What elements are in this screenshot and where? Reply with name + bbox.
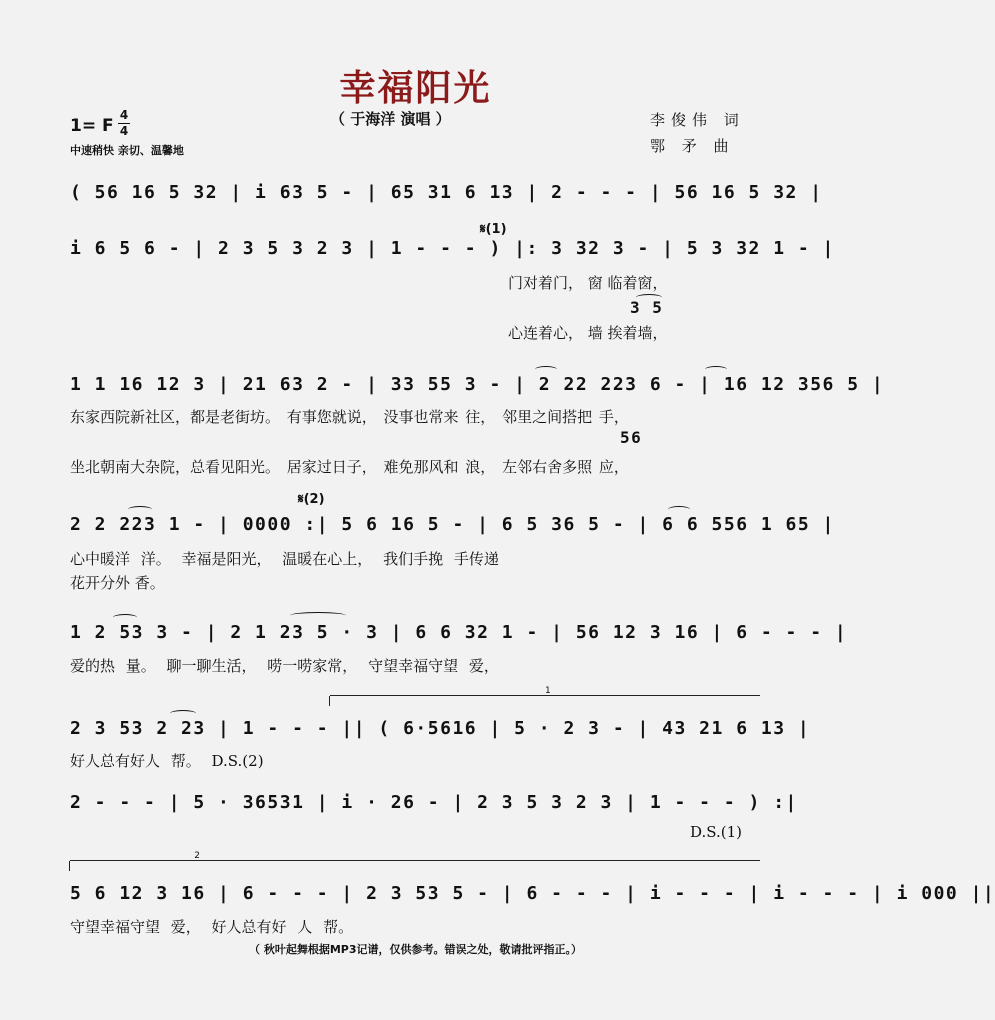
- volta-bracket-1: [330, 686, 760, 706]
- notation-row-2-alt: 3 5: [630, 298, 664, 317]
- song-subtitle: （ 于海洋 演唱 ）: [330, 110, 451, 128]
- song-title: 幸福阳光: [339, 68, 492, 109]
- lyrics-row-6: 好人总有好人 帮。 D.S.(2): [70, 752, 264, 770]
- lyrics-row-3a: 东家西院新社区，都是老街坊。 有事您就说， 没事也常来 往， 邻里之间搭把 手，: [70, 408, 629, 426]
- notation-row-3-alt: 56: [620, 428, 643, 447]
- time-signature: [118, 109, 130, 138]
- lyricist-credit: 李俊伟 词: [650, 111, 745, 129]
- notation-row-4: 2 2 223 1 - | 0000 :| 5 6 16 5 - | 6 5 36 5 - | 6 6 556 1 65 |: [70, 514, 835, 535]
- notation-row-3: 1 1 16 12 3 | 21 63 2 - | 33 55 3 - | 2 22 223 6 - | 16 12 356 5 |: [70, 374, 885, 395]
- composer-credit: 鄂 矛 曲: [650, 137, 735, 155]
- lyrics-row-8: 守望幸福守望 爱， 好人总有好 人 帮。: [70, 918, 354, 936]
- notation-row-7: 2 - - - | 5 · 36531 | i · 26 - | 2 3 5 3 2 3 | 1 - - - ) :|: [70, 792, 798, 813]
- lyrics-row-4a: 心中暖洋 洋。 幸福是阳光， 温暖在心上， 我们手挽 手传递: [70, 550, 499, 568]
- volta-number-2: 2: [194, 851, 200, 861]
- lyrics-row-2a: 门对着门， 窗 临着窗，: [508, 274, 668, 292]
- time-signature-top: 4: [119, 108, 129, 122]
- tempo-marking: 中速稍快 亲切、温馨地: [70, 144, 184, 157]
- notation-row-5: 1 2 53 3 - | 2 1 23 5 · 3 | 6 6 32 1 - | 56 12 3 16 | 6 - - - |: [70, 622, 848, 643]
- lyrics-row-2b: 心连着心， 墙 挨着墙，: [508, 324, 668, 342]
- ds-1-label: D.S.(1): [690, 823, 743, 841]
- key-signature: 1= F: [70, 116, 114, 136]
- volta-number-1: 1: [545, 686, 551, 696]
- lyrics-row-3b: 坐北朝南大杂院，总看见阳光。 居家过日子， 难免那风和 浪， 左邻右舍多照 应，: [70, 458, 629, 476]
- segno-2: 𝄋(2): [298, 492, 325, 507]
- lyrics-row-4b: 花开分外 香。: [70, 574, 165, 592]
- lyrics-row-5: 爱的热 量。 聊一聊生活， 唠一唠家常， 守望幸福守望 爱，: [70, 657, 499, 675]
- footer-note: （ 秋叶起舞根据MP3记谱，仅供参考。错误之处，敬请批评指正。）: [249, 943, 582, 956]
- notation-row-2: i 6 5 6 - | 2 3 5 3 2 3 | 1 - - - ) |: 3 32 3 - | 5 3 32 1 - |: [70, 238, 835, 259]
- notation-row-8: 5 6 12 3 16 | 6 - - - | 2 3 53 5 - | 6 - - - | i - - - | i - - - | i 000 ||: [70, 883, 995, 904]
- time-signature-bottom: 4: [119, 124, 129, 138]
- notation-row-1: ( 56 16 5 32 | i 63 5 - | 65 31 6 13 | 2 - - - | 56 16 5 32 |: [70, 182, 823, 203]
- segno-1: 𝄋(1): [480, 222, 507, 237]
- notation-row-6: 2 3 53 2 23 | 1 - - - || ( 6·5616 | 5 · 2 3 - | 43 21 6 13 |: [70, 718, 811, 739]
- volta-bracket-2: [70, 851, 760, 871]
